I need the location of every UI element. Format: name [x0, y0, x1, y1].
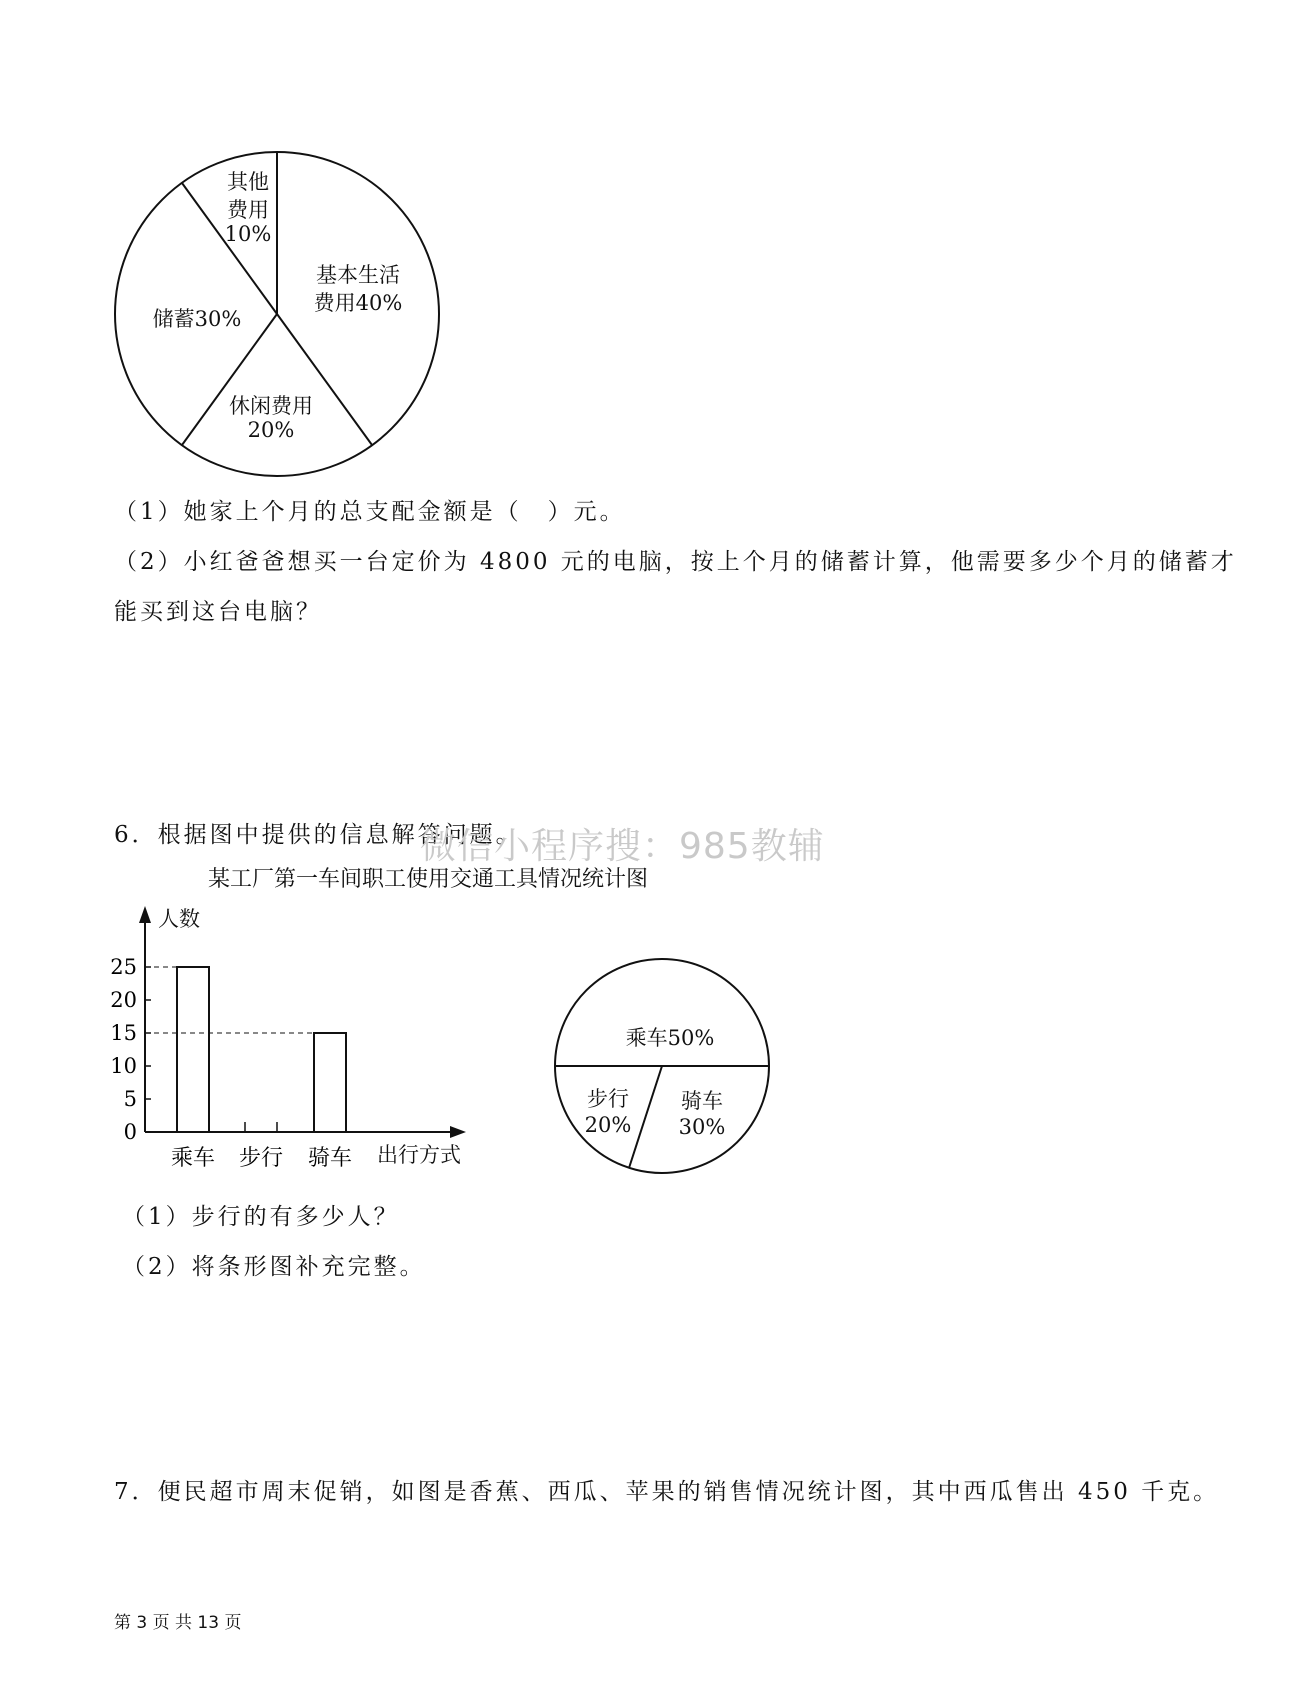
pie-label-leisure-2: 20% [247, 418, 295, 442]
y-axis-label: 人数 [158, 907, 200, 931]
pie-label-leisure-1: 休闲费用 [229, 394, 313, 418]
pie2-label-walk-1: 步行 [587, 1087, 629, 1111]
x-category-label: 乘车 [170, 1146, 216, 1171]
x-category-label: 步行 [238, 1146, 284, 1171]
y-tick-label: 5 [123, 1087, 137, 1111]
pie-label-basic-2: 费用40% [313, 291, 403, 315]
pie2-label-car: 乘车50% [625, 1026, 715, 1050]
pie-label-basic-1: 基本生活 [316, 263, 400, 287]
x-axis-label: 出行方式 [377, 1143, 461, 1167]
pie2-label-walk-2: 20% [584, 1113, 632, 1137]
y-tick-label: 20 [110, 988, 137, 1012]
q6-sub1: （1）步行的有多少人？ [122, 1204, 400, 1230]
pie-label-other-1: 其他 [227, 170, 269, 194]
q7-text: 7．便民超市周末促销，如图是香蕉、西瓜、苹果的销售情况统计图，其中西瓜售出 450 千克。 [114, 1479, 1220, 1505]
pie-label-other-2: 费用 [227, 198, 269, 222]
q5-sub1: （1）她家上个月的总支配金额是（ ）元。 [114, 499, 626, 525]
q5-sub2-line1: （2）小红爸爸想买一台定价为 4800 元的电脑，按上个月的储蓄计算，他需要多少个月的储蓄才 [114, 549, 1237, 575]
pie-label-savings: 储蓄30% [152, 307, 242, 331]
watermark: 微信小程序搜：985教辅 [420, 826, 825, 867]
pie2-label-bike-1: 骑车 [681, 1089, 723, 1113]
y-tick-label: 0 [123, 1120, 137, 1144]
page-footer: 第 3 页 共 13 页 [114, 1613, 242, 1633]
x-category-label: 骑车 [307, 1146, 353, 1171]
q6-sub2: （2）将条形图补充完整。 [122, 1254, 426, 1280]
y-tick-label: 25 [110, 955, 137, 979]
pie2-label-bike-2: 30% [678, 1115, 726, 1139]
chart-title: 某工厂第一车间职工使用交通工具情况统计图 [208, 867, 649, 892]
pie-label-other-3: 10% [224, 222, 272, 246]
y-tick-label: 10 [110, 1054, 137, 1078]
q5-sub2-line2: 能买到这台电脑？ [114, 599, 322, 625]
y-tick-label: 15 [110, 1021, 137, 1045]
q6-title: 6．根据图中提供的信息解答问题。 [114, 822, 522, 848]
transport-pie-divider [629, 1066, 662, 1168]
